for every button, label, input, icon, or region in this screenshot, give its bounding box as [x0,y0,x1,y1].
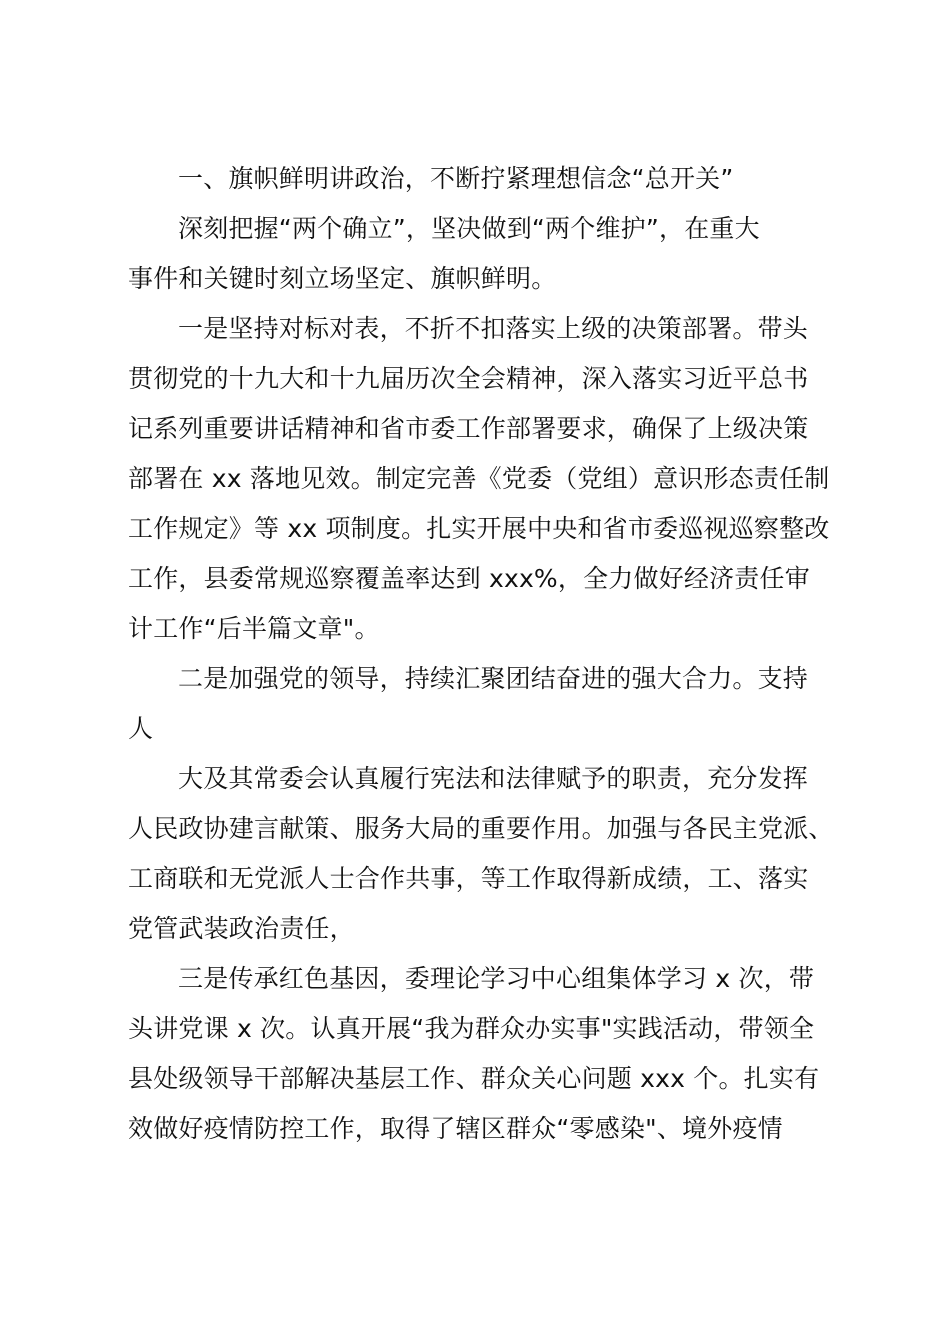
document-page [128,154,840,1154]
paragraph-line: 记系列重要讲话精神和省市委工作部署要求，确保了上级决策 [128,414,809,443]
paragraph-line: 大及其常委会认真履行宪法和法律赋予的职责，充分发挥 [178,764,809,793]
section-heading: 一、旗帜鲜明讲政治，不断拧紧理想信念“总开关” [178,164,734,193]
paragraph-line: 人 [128,714,154,743]
paragraph-line: 工商联和无党派人士合作共事，等工作取得新成绩，工、落实 [128,864,809,893]
paragraph-line: 党管武装政治责任， [128,914,355,943]
paragraph-line: 县处级领导干部解决基层工作、群众关心问题 xxx 个。扎实有 [128,1064,820,1093]
paragraph-line: 计工作“后半篇文章"。 [128,614,380,643]
paragraph-line: 人民政协建言献策、服务大局的重要作用。加强与各民主党派、 [128,814,834,843]
paragraph-line: 三是传承红色基因，委理论学习中心组集体学习 x 次，带 [178,964,815,993]
paragraph-line: 工作规定》等 xx 项制度。扎实开展中央和省市委巡视巡察整改 [128,514,830,543]
paragraph-line: 一是坚持对标对表，不折不扣落实上级的决策部署。带头 [178,314,809,343]
paragraph-line: 二是加强党的领导，持续汇聚团结奋进的强大合力。支持 [178,664,809,693]
paragraph-line: 头讲党课 x 次。认真开展“我为群众办实事"实践活动，带领全 [128,1014,815,1043]
paragraph-line: 深刻把握“两个确立”，坚决做到“两个维护”，在重大 [178,214,760,243]
paragraph-line: 效做好疫情防控工作，取得了辖区群众“零感染"、境外疫情 [128,1114,783,1143]
paragraph-line: 事件和关键时刻立场坚定、旗帜鲜明。 [128,264,557,293]
paragraph-line: 部署在 xx 落地见效。制定完善《党委（党组）意识形态责任制 [128,464,830,493]
paragraph-line: 工作，县委常规巡察覆盖率达到 xxx%，全力做好经济责任审 [128,564,810,593]
paragraph-line: 贯彻党的十九大和十九届历次全会精神，深入落实习近平总书 [128,364,809,393]
